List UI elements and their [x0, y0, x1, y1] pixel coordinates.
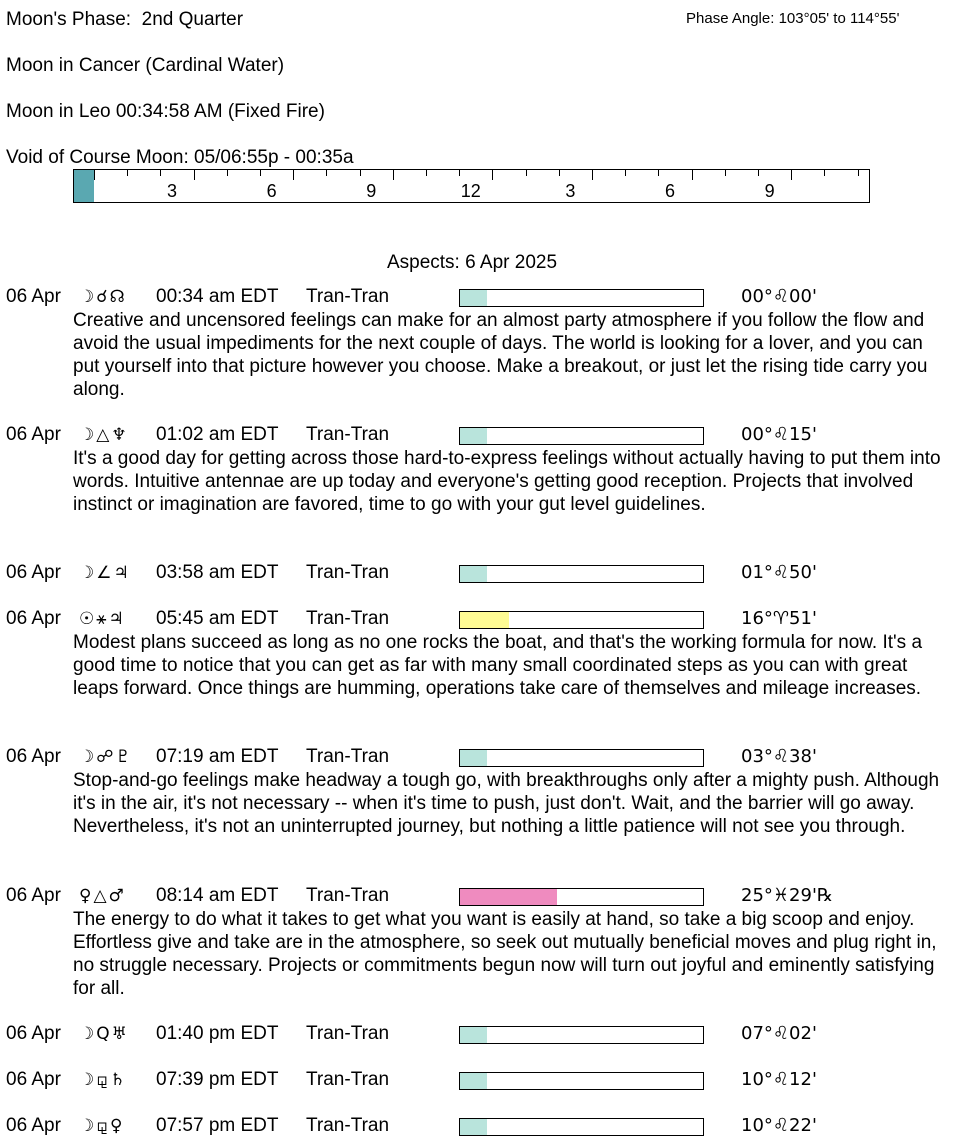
- timeline-label: 3: [565, 181, 576, 201]
- aspect-date: 06 Apr: [6, 562, 61, 583]
- aspect-date: 06 Apr: [6, 424, 61, 445]
- timeline-tick: [94, 170, 95, 180]
- aspect-type: Tran-Tran: [306, 746, 390, 767]
- timeline-label: 6: [665, 181, 676, 201]
- aspect-row: [6, 285, 956, 401]
- timeline-tick: [459, 170, 460, 176]
- timeline-label: 9: [366, 181, 377, 201]
- aspects-title: Aspects: 6 Apr 2025: [386, 252, 558, 273]
- aspect-glyphs: ☉⚹♃: [79, 609, 126, 629]
- void-of-course-timeline: [73, 169, 870, 203]
- aspect-strength-fill: [460, 612, 509, 628]
- aspect-date: 06 Apr: [6, 286, 61, 307]
- aspect-strength-bar: [459, 1026, 704, 1044]
- aspect-glyphs: ☽Q♅: [79, 1024, 129, 1044]
- aspect-strength-fill: [460, 566, 487, 582]
- timeline-tick: [592, 170, 593, 180]
- aspect-row: [6, 1068, 956, 1092]
- aspect-row: [6, 423, 956, 516]
- aspect-time: 07:57 pm EDT: [156, 1115, 279, 1136]
- aspect-position: 00°♌15': [741, 424, 817, 445]
- aspect-strength-bar: [459, 749, 704, 767]
- aspect-strength-fill: [460, 428, 487, 444]
- timeline-tick: [293, 170, 294, 180]
- aspect-strength-bar: [459, 1118, 704, 1136]
- timeline-tick: [194, 170, 195, 180]
- aspect-position: 10°♌12': [741, 1069, 817, 1090]
- timeline-tick: [360, 170, 361, 176]
- void-of-course: Void of Course Moon: 05/06:55p - 00:35a: [6, 147, 354, 168]
- aspect-strength-bar: [459, 427, 704, 445]
- aspect-glyphs: ☽☍♇: [79, 747, 133, 767]
- aspect-strength-bar: [459, 611, 704, 629]
- aspect-position: 16°♈51': [741, 608, 817, 629]
- timeline-tick: [791, 170, 792, 180]
- aspect-date: 06 Apr: [6, 885, 61, 906]
- timeline-tick: [692, 170, 693, 180]
- timeline-tick: [526, 170, 527, 176]
- moon-phase-label-text: Moon's Phase:: [6, 9, 132, 30]
- aspect-strength-bar: [459, 1072, 704, 1090]
- aspect-time: 05:45 am EDT: [156, 608, 279, 629]
- aspect-type: Tran-Tran: [306, 1023, 390, 1044]
- aspect-header: [6, 423, 956, 447]
- aspect-date: 06 Apr: [6, 746, 61, 767]
- aspect-time: 08:14 am EDT: [156, 885, 279, 906]
- aspect-time: 07:19 am EDT: [156, 746, 279, 767]
- aspect-description: Modest plans succeed as long as no one rocks the boat, and that's the working formula for now. It's a good time to notice that you can get as far with many small coordinated steps as you can with great leaps forward. Once things are humming, operations take care of themselves and mileage increases.: [73, 632, 923, 699]
- aspect-position: 25°♓29'℞: [741, 885, 834, 906]
- aspect-strength-fill: [460, 1073, 487, 1089]
- aspect-strength-fill: [460, 1119, 487, 1135]
- timeline-label: 6: [266, 181, 277, 201]
- aspect-strength-bar: [459, 888, 704, 906]
- phase-angle: Phase Angle: 103°05' to 114°55': [686, 10, 900, 27]
- aspect-description: Stop-and-go feelings make headway a tough go, with breakthroughs only after a mighty push. Although it's in the air, it's not necessary -- when it's time to push, just don't. Wait, and the barrier will go away. Nevertheless, it's not an uninterrupted journey, but nothing a little patience will not see you through.: [73, 770, 940, 837]
- aspect-header: [6, 745, 956, 769]
- aspect-glyphs: ☽∠♃: [79, 563, 131, 583]
- aspect-header: [6, 607, 956, 631]
- moon-phase-value: 2nd Quarter: [141, 9, 244, 30]
- aspect-strength-bar: [459, 289, 704, 307]
- timeline-tick: [858, 170, 859, 176]
- aspect-header: [6, 1068, 956, 1092]
- aspect-header: [6, 561, 956, 585]
- aspect-position: 03°♌38': [741, 746, 817, 767]
- aspect-strength-fill: [460, 1027, 487, 1043]
- aspect-header: [6, 884, 956, 908]
- aspect-glyphs: ☽⚼♀: [79, 1116, 125, 1136]
- aspect-type: Tran-Tran: [306, 1069, 390, 1090]
- aspect-type: Tran-Tran: [306, 286, 390, 307]
- aspect-glyphs: ☽△♆: [79, 425, 129, 445]
- timeline-tick: [127, 170, 128, 176]
- aspect-strength-bar: [459, 565, 704, 583]
- aspect-glyphs: ☽☌☊: [79, 287, 127, 307]
- timeline-tick: [326, 170, 327, 176]
- timeline-tick: [559, 170, 560, 176]
- aspect-type: Tran-Tran: [306, 562, 390, 583]
- aspect-time: 01:02 am EDT: [156, 424, 279, 445]
- aspect-time: 07:39 pm EDT: [156, 1069, 279, 1090]
- moon-sign-2: Moon in Leo 00:34:58 AM (Fixed Fire): [6, 101, 325, 122]
- aspect-position: 01°♌50': [741, 562, 817, 583]
- aspect-row: [6, 1022, 956, 1046]
- aspect-time: 01:40 pm EDT: [156, 1023, 279, 1044]
- aspect-type: Tran-Tran: [306, 424, 390, 445]
- aspect-description: The energy to do what it takes to get what you want is easily at hand, so take a big scoop and enjoy. Effortless give and take are in the atmosphere, so seek out mutually beneficial moves and plug right in, no struggle necessary. Projects or commitments begun now will turn out joyful and eminently satisfying for all.: [73, 909, 937, 999]
- aspect-header: [6, 285, 956, 309]
- aspect-date: 06 Apr: [6, 1023, 61, 1044]
- aspect-strength-fill: [460, 290, 487, 306]
- aspect-type: Tran-Tran: [306, 1115, 390, 1136]
- aspect-row: [6, 561, 956, 585]
- aspect-position: 10°♌22': [741, 1115, 817, 1136]
- aspect-time: 00:34 am EDT: [156, 286, 279, 307]
- timeline-label: 3: [167, 181, 178, 201]
- aspect-position: 00°♌00': [741, 286, 817, 307]
- aspect-time: 03:58 am EDT: [156, 562, 279, 583]
- aspect-header: [6, 1022, 956, 1046]
- aspect-glyphs: ☽⚼♄: [79, 1070, 128, 1090]
- aspect-strength-fill: [460, 889, 557, 905]
- aspect-date: 06 Apr: [6, 1115, 61, 1136]
- aspect-description: Creative and uncensored feelings can make for an almost party atmosphere if you follow the flow and avoid the usual impediments for the next couple of days. The world is looking for a lover, and you can put yourself into that picture however you choose. Make a breakout, or just let the rising tide carry you along.: [73, 310, 928, 400]
- moon-sign-1: Moon in Cancer (Cardinal Water): [6, 55, 285, 76]
- timeline-tick: [260, 170, 261, 176]
- aspect-position: 07°♌02': [741, 1023, 817, 1044]
- aspect-date: 06 Apr: [6, 608, 61, 629]
- aspect-row: [6, 607, 956, 700]
- timeline-tick: [160, 170, 161, 176]
- void-of-course-fill: [74, 170, 94, 202]
- aspect-strength-fill: [460, 750, 487, 766]
- timeline-tick: [227, 170, 228, 176]
- aspect-row: [6, 745, 956, 838]
- aspect-header: [6, 1114, 956, 1138]
- aspect-row: [6, 884, 956, 1000]
- timeline-tick: [658, 170, 659, 176]
- timeline-tick: [492, 170, 493, 180]
- aspect-row: [6, 1114, 956, 1138]
- aspect-description: It's a good day for getting across those hard-to-express feelings without actually having to put them into words. Intuitive antennae are up today and everyone's getting good reception. Projects that involved instinct or imagination are favored, time to go with your gut level guidelines.: [73, 448, 941, 515]
- moon-phase-label: [6, 9, 243, 31]
- aspect-date: 06 Apr: [6, 1069, 61, 1090]
- timeline-label: 9: [764, 181, 775, 201]
- aspect-type: Tran-Tran: [306, 608, 390, 629]
- aspect-glyphs: ♀△♂: [79, 886, 126, 906]
- timeline-tick: [426, 170, 427, 176]
- timeline-tick: [758, 170, 759, 176]
- timeline-label: 12: [460, 181, 481, 201]
- timeline-tick: [725, 170, 726, 176]
- timeline-tick: [824, 170, 825, 176]
- timeline-tick: [393, 170, 394, 180]
- aspect-type: Tran-Tran: [306, 885, 390, 906]
- timeline-tick: [625, 170, 626, 176]
